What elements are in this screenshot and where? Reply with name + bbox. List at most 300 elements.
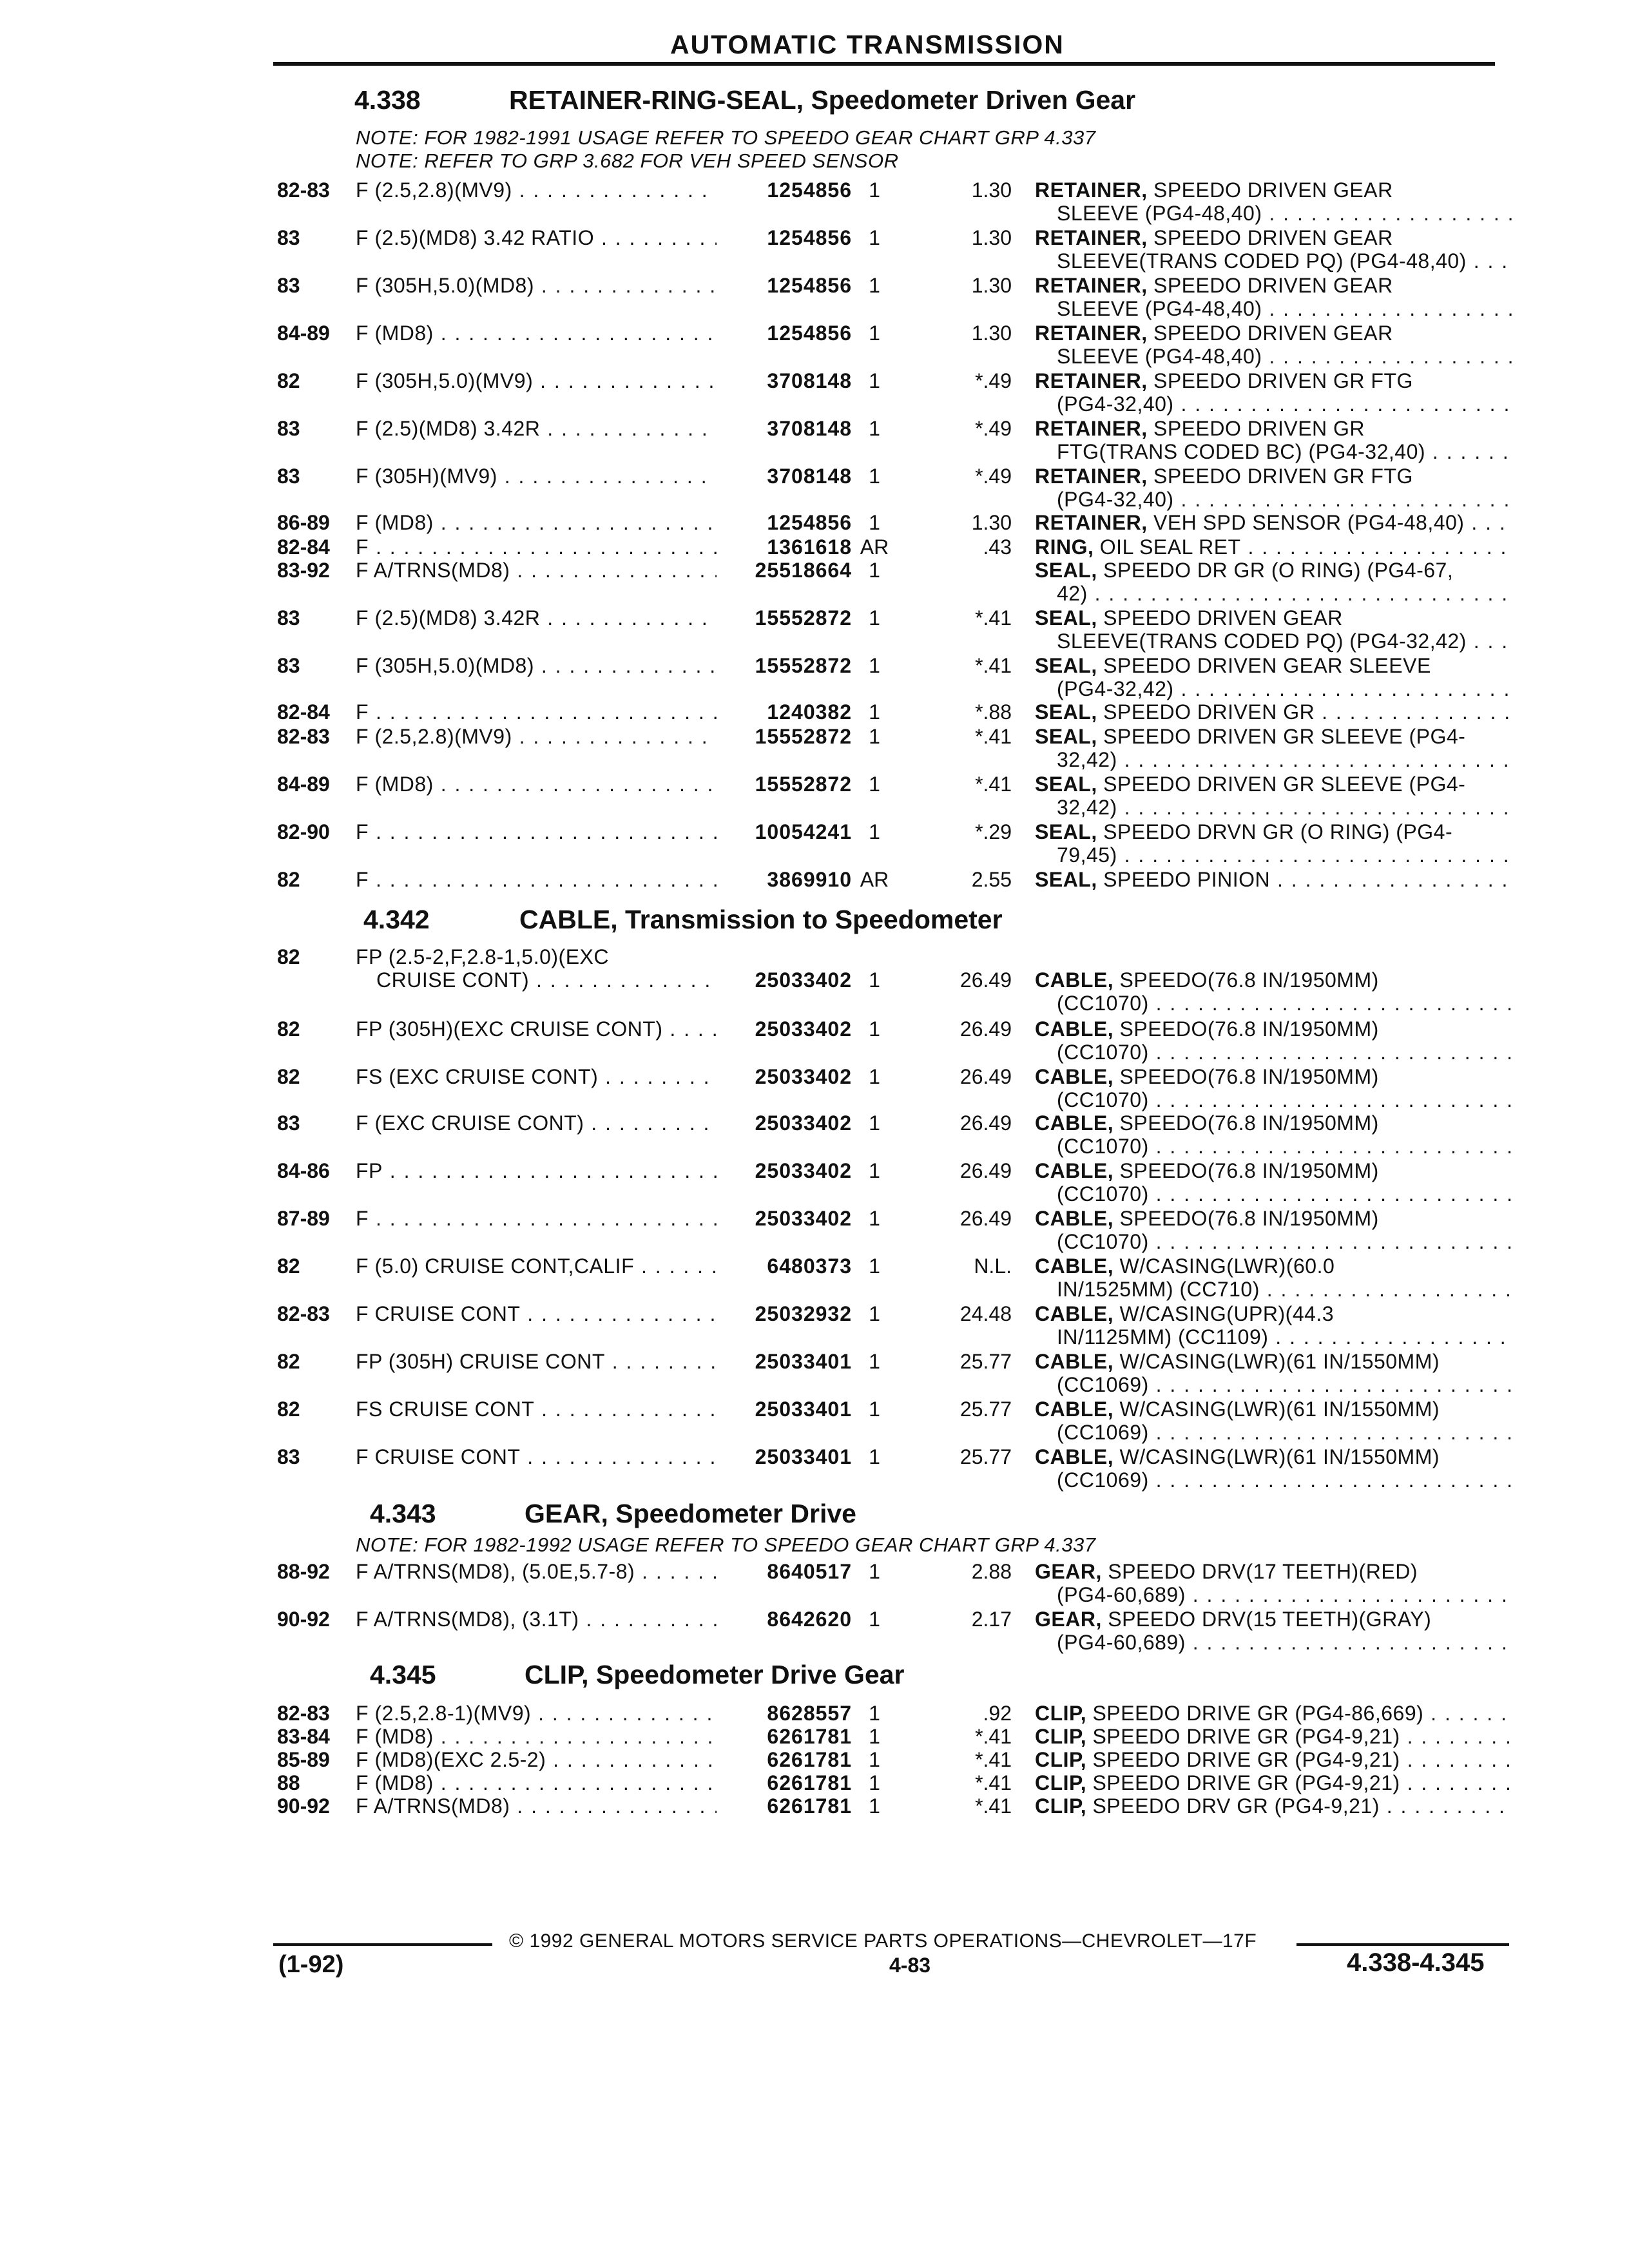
list-price: *.49 [975,465,1012,488]
section-number: 4.338 [354,85,421,115]
part-description [1035,1445,1512,1469]
application: FP (305H) CRUISE CONT . . . [356,1349,717,1374]
page-title: AUTOMATIC TRANSMISSION [670,30,1065,59]
footer-section-range: 4.338-4.345 [1347,1948,1485,1977]
part-description-continued: 32,42) . . . [1057,747,1512,772]
part-description-text: SPEEDO DRIVE GR (PG4-9,21) [1086,1771,1400,1794]
list-price: N.L. [974,1254,1012,1278]
application: F (2.5,2.8-1)(MV9) . . . [356,1701,717,1725]
model-years: 82 [277,1350,300,1373]
quantity: 1 [869,1065,880,1088]
model-years: 82 [277,1065,300,1088]
list-price: 26.49 [959,1159,1012,1182]
part-description [1035,1111,1512,1135]
model-years: 84-89 [277,773,330,796]
model-years: 82-83 [277,1702,330,1725]
list-price: 1.30 [971,178,1012,202]
part-number: 1254856 [767,511,852,534]
quantity: 1 [869,322,880,345]
part-description-text: SPEEDO(76.8 IN/1950MM) [1113,968,1379,992]
quantity: 1 [869,511,880,534]
part-name: SEAL, [1035,559,1097,582]
quantity: 1 [869,1794,880,1818]
part-description-text: SPEEDO DRIVEN GEAR [1147,274,1393,297]
part-description-continued: SLEEVE(TRANS CODED PQ) (PG4-32,42) . . . [1057,629,1512,653]
application: F CRUISE CONT . . . [356,1302,717,1326]
part-name: CABLE, [1035,1254,1114,1278]
part-name: CABLE, [1035,1111,1114,1135]
quantity: 1 [869,369,880,392]
model-years: 82-84 [277,535,330,559]
application: F (2.5)(MD8) 3.42 RATIO . . . [356,226,717,250]
part-number: 1240382 [767,700,852,724]
model-years: 83-92 [277,559,330,582]
part-name: CLIP, [1035,1702,1087,1725]
parts-row [0,369,1629,415]
part-number: 1361618 [767,535,852,559]
application: F (MD8)(EXC 2.5-2) . . . [356,1747,717,1772]
part-description [1035,820,1512,844]
part-description [1035,724,1512,749]
part-name: CABLE, [1035,1302,1114,1325]
part-name: CABLE, [1035,1159,1114,1182]
list-price: *.41 [975,654,1012,677]
application: FS (EXC CRUISE CONT) . . . [356,1064,717,1089]
application: F A/TRNS(MD8) . . . [356,558,717,582]
part-description-text: SPEEDO DRV(15 TEETH)(GRAY) [1101,1608,1432,1631]
parts-row [0,945,1629,1015]
model-years: 83 [277,417,300,440]
model-years: 82 [277,945,300,968]
part-description-continued: (PG4-32,42) . . . [1057,677,1512,701]
model-years: 84-89 [277,322,330,345]
part-description-text: SPEEDO DRIVEN GEAR [1147,178,1393,202]
quantity: 1 [869,1702,880,1725]
part-number: 1254856 [767,178,852,202]
part-name: CABLE, [1035,1350,1114,1373]
part-name: RETAINER, [1035,274,1148,297]
quantity: 1 [869,725,880,748]
list-price: 25.77 [959,1445,1012,1468]
parts-row [0,1349,1629,1396]
quantity: 1 [869,1159,880,1182]
model-years: 88-92 [277,1560,330,1583]
footer-page-number: 4-83 [889,1954,931,1977]
quantity: 1 [869,773,880,796]
application: F A/TRNS(MD8), (5.0E,5.7-8) . . . [356,1559,717,1584]
title-rule [273,62,1495,66]
part-description-text: VEH SPD SENSOR (PG4-48,40) [1147,511,1465,534]
part-description [1035,700,1512,724]
quantity: 1 [869,1445,880,1468]
quantity: 1 [869,1350,880,1373]
list-price: 2.55 [971,868,1012,891]
part-description-text: W/CASING(LWR)(60.0 [1113,1254,1335,1278]
quantity: 1 [869,606,880,629]
part-name: RETAINER, [1035,511,1148,534]
quantity: 1 [869,178,880,202]
part-number: 25033402 [755,1065,852,1088]
part-description [1035,510,1512,535]
section-title: GEAR, Speedometer Drive [525,1499,856,1528]
part-name: SEAL, [1035,773,1097,796]
parts-row [0,653,1629,700]
parts-row [0,1559,1629,1606]
part-number: 25033402 [755,1111,852,1135]
list-price: *.49 [975,369,1012,392]
part-description-continued: (CC1070) . . . [1057,1040,1512,1064]
part-number: 25033402 [755,1017,852,1041]
quantity: 1 [869,820,880,843]
part-number: 15552872 [755,773,852,796]
part-description-continued: IN/1525MM) (CC710) . . . [1057,1277,1512,1302]
application: F . . . [356,535,717,559]
part-number: 6480373 [767,1254,852,1278]
application: F . . . [356,820,717,844]
part-description-continued: 32,42) . . . [1057,795,1512,820]
quantity: 1 [869,654,880,677]
application: F . . . [356,1206,717,1231]
model-years: 83 [277,606,300,629]
parts-row [0,724,1629,771]
model-years: 83 [277,274,300,297]
list-price: *.29 [975,820,1012,843]
quantity: 1 [869,1254,880,1278]
part-description-continued: (CC1070) . . . [1057,991,1512,1015]
section-note: NOTE: FOR 1982-1992 USAGE REFER TO SPEEDO GEAR CHART GRP 4.337 [356,1533,1096,1556]
part-description-text: SPEEDO(76.8 IN/1950MM) [1113,1065,1379,1088]
application: F . . . [356,867,717,892]
part-name: RING, [1035,535,1094,559]
quantity: 1 [869,1111,880,1135]
model-years: 82 [277,1398,300,1421]
application: F . . . [356,700,717,724]
part-name: CABLE, [1035,1445,1114,1468]
part-description-text: SPEEDO(76.8 IN/1950MM) [1113,1207,1379,1230]
parts-row [0,273,1629,320]
part-description-text: SPEEDO DRIVEN GR [1097,700,1315,724]
part-description [1035,321,1512,345]
part-name: SEAL, [1035,606,1097,629]
list-price: *.41 [975,1725,1012,1748]
part-description-continued: (CC1069) . . . [1057,1372,1512,1397]
application: F (MD8) . . . [356,1771,717,1795]
part-number: 3869910 [767,868,852,891]
part-name: RETAINER, [1035,178,1148,202]
parts-row [0,606,1629,652]
model-years: 85-89 [277,1748,330,1771]
quantity: 1 [869,226,880,249]
list-price: 1.30 [971,322,1012,345]
part-number: 6261781 [767,1725,852,1748]
part-name: RETAINER, [1035,417,1148,440]
quantity: 1 [869,1398,880,1421]
part-number: 25033402 [755,1159,852,1182]
part-number: 3708148 [767,417,852,440]
section-note: NOTE: FOR 1982-1991 USAGE REFER TO SPEEDO GEAR CHART GRP 4.337 [356,126,1096,149]
part-number: 6261781 [767,1771,852,1794]
part-number: 8642620 [767,1608,852,1631]
part-description-text: SPEEDO DRIVE GR (PG4-9,21) [1086,1725,1400,1748]
parts-row [0,1445,1629,1491]
quantity: 1 [869,1017,880,1041]
application: F (MD8) . . . [356,321,717,345]
list-price: 26.49 [959,968,1012,992]
list-price: *.88 [975,700,1012,724]
list-price: 1.30 [971,274,1012,297]
quantity: 1 [869,1725,880,1748]
part-name: GEAR, [1035,1608,1102,1631]
footer-rule-right [1296,1943,1509,1946]
model-years: 90-92 [277,1608,330,1631]
part-description [1035,1349,1512,1374]
part-description [1035,1397,1512,1421]
part-description [1035,968,1512,992]
model-years: 83 [277,654,300,677]
parts-row [0,820,1629,866]
parts-row [0,1064,1629,1111]
application: FP (305H)(EXC CRUISE CONT) . . . [356,1017,717,1041]
model-years: 83 [277,1445,300,1468]
part-description [1035,369,1512,393]
part-description [1035,1747,1512,1772]
part-description-continued: IN/1125MM) (CC1109) . . . [1057,1325,1512,1349]
parts-row [0,1206,1629,1253]
part-description-text: SPEEDO PINION [1097,868,1271,891]
list-price: 25.77 [959,1350,1012,1373]
quantity: 1 [869,417,880,440]
model-years: 82 [277,868,300,891]
part-number: 8640517 [767,1560,852,1583]
part-name: CLIP, [1035,1771,1087,1794]
quantity: 1 [869,274,880,297]
part-description-text: W/CASING(UPR)(44.3 [1113,1302,1335,1325]
part-description-continued: (CC1069) . . . [1057,1420,1512,1445]
application: F (MD8) . . . [356,772,717,796]
quantity: 1 [869,465,880,488]
part-name: CABLE, [1035,1398,1114,1421]
list-price: 2.88 [971,1560,1012,1583]
quantity: 1 [869,1560,880,1583]
parts-row [0,1158,1629,1205]
model-years: 82-84 [277,700,330,724]
model-years: 83-84 [277,1725,330,1748]
part-number: 1254856 [767,274,852,297]
quantity: 1 [869,1771,880,1794]
parts-row [0,772,1629,818]
parts-row [0,1111,1629,1157]
part-number: 3708148 [767,369,852,392]
part-description [1035,1701,1512,1725]
list-price: 26.49 [959,1065,1012,1088]
list-price: 24.48 [959,1302,1012,1325]
part-description-continued: (CC1070) . . . [1057,1229,1512,1254]
model-years: 82-90 [277,820,330,843]
list-price: 2.17 [971,1608,1012,1631]
application: F (2.5)(MD8) 3.42R . . . [356,606,717,630]
part-description [1035,1794,1512,1818]
part-description-text: SPEEDO DRIVEN GR SLEEVE (PG4- [1097,725,1466,748]
part-description [1035,653,1512,678]
model-years: 82-83 [277,178,330,202]
part-description-text: SPEEDO DRV(17 TEETH)(RED) [1101,1560,1418,1583]
part-description [1035,226,1512,250]
part-description [1035,867,1512,892]
list-price: 25.77 [959,1398,1012,1421]
parts-row [0,464,1629,510]
part-description-continued: SLEEVE(TRANS CODED PQ) (PG4-48,40) . . . [1057,249,1512,273]
part-name: CABLE, [1035,1207,1114,1230]
part-number: 8628557 [767,1702,852,1725]
part-description-text: SPEEDO DRV GR (PG4-9,21) [1086,1794,1380,1818]
application: FS CRUISE CONT . . . [356,1397,717,1421]
model-years: 82 [277,1254,300,1278]
application: FP (2.5-2,F,2.8-1,5.0)(EXC [356,945,609,968]
part-description-continued: (CC1070) . . . [1057,1088,1512,1112]
part-description-text: SPEEDO DRIVEN GR FTG [1147,369,1413,392]
part-description-continued: (CC1069) . . . [1057,1468,1512,1492]
part-description-text: SPEEDO DRIVEN GEAR [1147,226,1393,249]
model-years: 87-89 [277,1207,330,1230]
quantity: AR [860,868,889,891]
part-description-text: W/CASING(LWR)(61 IN/1550MM) [1113,1445,1440,1468]
part-description [1035,1302,1512,1326]
part-name: CLIP, [1035,1748,1087,1771]
part-description [1035,535,1512,559]
model-years: 88 [277,1771,300,1794]
quantity: AR [860,535,889,559]
application: F (2.5)(MD8) 3.42R . . . [356,416,717,441]
part-description-continued: SLEEVE (PG4-48,40) . . . [1057,344,1512,369]
part-number: 6261781 [767,1748,852,1771]
part-number: 25033401 [755,1398,852,1421]
part-description [1035,558,1512,582]
part-number: 25033402 [755,968,852,992]
list-price: *.41 [975,1771,1012,1794]
list-price: 26.49 [959,1017,1012,1041]
parts-row [0,321,1629,367]
list-price: 26.49 [959,1111,1012,1135]
part-description-continued: 42) . . . [1057,581,1512,606]
list-price: *.41 [975,606,1012,629]
part-number: 25033401 [755,1350,852,1373]
section-note: NOTE: REFER TO GRP 3.682 FOR VEH SPEED SENSOR [356,149,899,172]
section-number: 4.343 [370,1499,436,1528]
part-description [1035,1771,1512,1795]
part-number: 25033402 [755,1207,852,1230]
application: F (305H)(MV9) . . . [356,464,717,488]
model-years: 90-92 [277,1794,330,1818]
application: F (305H,5.0)(MD8) . . . [356,653,717,678]
part-description [1035,1559,1512,1584]
part-name: RETAINER, [1035,322,1148,345]
part-name: RETAINER, [1035,465,1148,488]
part-number: 1254856 [767,322,852,345]
section-title: CLIP, Speedometer Drive Gear [525,1660,905,1689]
part-description-text: SPEEDO DRVN GR (O RING) (PG4- [1097,820,1453,843]
part-number: 3708148 [767,465,852,488]
part-description [1035,606,1512,630]
part-description-continued: (CC1070) . . . [1057,1134,1512,1158]
parts-row [0,1397,1629,1443]
part-description-text: SPEEDO DRIVEN GR [1147,417,1365,440]
parts-row [0,226,1629,272]
section-title: CABLE, Transmission to Speedometer [519,905,1003,934]
quantity: 1 [869,700,880,724]
part-description-text: W/CASING(LWR)(61 IN/1550MM) [1113,1350,1440,1373]
part-description-text: SPEEDO DRIVEN GEAR [1097,606,1343,629]
part-number: 6261781 [767,1794,852,1818]
application: F (305H,5.0)(MD8) . . . [356,273,717,298]
part-number: 15552872 [755,725,852,748]
parts-row [0,1254,1629,1300]
list-price: 26.49 [959,1207,1012,1230]
part-description [1035,1254,1512,1278]
part-name: SEAL, [1035,654,1097,677]
model-years: 83 [277,1111,300,1135]
footer-date: (1-92) [278,1951,344,1978]
list-price: 1.30 [971,511,1012,534]
parts-row [0,1302,1629,1348]
application: F (2.5,2.8)(MV9) . . . [356,178,717,202]
part-description-continued: (PG4-32,40) . . . [1057,487,1512,512]
list-price: *.49 [975,417,1012,440]
part-name: GEAR, [1035,1560,1102,1583]
part-number: 15552872 [755,654,852,677]
part-name: SEAL, [1035,725,1097,748]
part-description-text: SPEEDO(76.8 IN/1950MM) [1113,1017,1379,1041]
part-description-continued: SLEEVE (PG4-48,40) . . . [1057,296,1512,321]
part-description [1035,1724,1512,1749]
part-number: 1254856 [767,226,852,249]
application: F A/TRNS(MD8) . . . [356,1794,717,1818]
part-description-continued: (PG4-60,689) . . . [1057,1582,1512,1607]
part-name: RETAINER, [1035,369,1148,392]
part-number: 25033401 [755,1445,852,1468]
part-description [1035,1158,1512,1183]
quantity: 1 [869,1207,880,1230]
list-price: 1.30 [971,226,1012,249]
part-description [1035,1017,1512,1041]
part-name: SEAL, [1035,820,1097,843]
quantity: 1 [869,968,880,992]
section-number: 4.345 [370,1660,436,1689]
application: F (EXC CRUISE CONT) . . . [356,1111,717,1135]
application-continued: CRUISE CONT) . . . [376,968,717,992]
part-name: CABLE, [1035,968,1114,992]
section-number: 4.342 [363,905,430,934]
part-description [1035,178,1512,202]
model-years: 83 [277,465,300,488]
parts-row [0,1017,1629,1063]
list-price: *.41 [975,1794,1012,1818]
part-description [1035,416,1512,441]
part-description-continued: (PG4-60,689) . . . [1057,1630,1512,1655]
part-description-text: SPEEDO DRIVEN GR SLEEVE (PG4- [1097,773,1466,796]
section-title: RETAINER-RING-SEAL, Speedometer Driven Gear [509,85,1136,115]
model-years: 82 [277,369,300,392]
part-number: 15552872 [755,606,852,629]
part-number: 25518664 [755,559,852,582]
part-number: 25032932 [755,1302,852,1325]
part-description-continued: (PG4-32,40) . . . [1057,392,1512,416]
list-price: .92 [983,1702,1012,1725]
part-description-continued: 79,45) . . . [1057,843,1512,867]
model-years: 82 [277,1017,300,1041]
parts-row [0,178,1629,224]
footer-rule-left [273,1943,492,1946]
application: F (2.5,2.8)(MV9) . . . [356,724,717,749]
